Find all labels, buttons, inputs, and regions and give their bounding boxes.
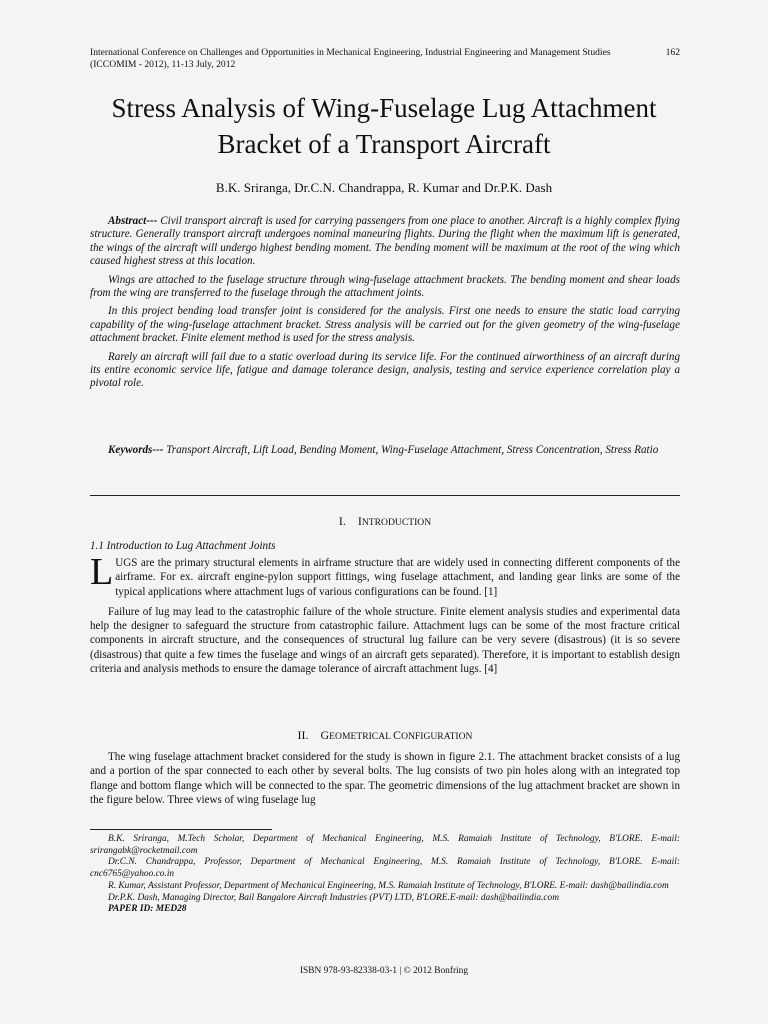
footnote-author-3: R. Kumar, Assistant Professor, Department of Mechanical Engineering, M.S. Ramaiah Institute of Technology, B'LORE. E-mail: dash@bailindia.com [108,880,669,891]
keywords [90,444,680,457]
keywords-text: Transport Aircraft, Lift Load, Bending Moment, Wing-Fuselage Attachment, Stress Concentration, Stress Ratio [166,444,659,456]
abstract-text-1: Civil transport aircraft is used for carrying passengers from one place to another. Aircraft is a highly complex flying structure. Generally transport aircraft undergoes nominal maneuring flights. During the flight when the maximum lift is generated, the wings of the aircraft will undergo highest bending moment. The bending moment will be maximum at the root of the wing which caused highest stress at this location. [90,215,680,268]
footnote-author-2: Dr.C.N. Chandrappa, Professor, Department of Mechanical Engineering, M.S. Ramaiah Institute of Technology, B'LORE. E-mail: cnc6765@yahoo.co.in [90,857,680,880]
abstract-paragraph-3: In this project bending load transfer joint is considered for the analysis. First one needs to ensure the static load carrying capability of the wing-fuselage attachment bracket. Stress analysis will be carried out for the given geometry of the wing-fuselage attachment bracket. Finite element method is used for the stress analysis. [90,305,680,345]
intro-paragraph-2: Failure of lug may lead to the catastrophic failure of the whole structure. Finite element analysis studies and experimental data help the designer to safeguard the structure from catastrophic failure. Attachment lugs can be some of the most fracture critical components in aircraft structure, and the consequences of structural lug failure can be very severe (disastrous) (it is so severe (disastrous) that quite a few times the fuselage and wings of an aircraft gets separated). Therefore, it is important to establish design criteria and analysis methods to ensure the damage tolerance of aircraft attachment lugs. [4] [90,605,680,676]
section-title-rest-2: ONFIGURATION [401,731,473,742]
section-initial-2: C [393,728,402,742]
title-line-1: Stress Analysis of Wing-Fuselage Lug Attachment [111,93,657,123]
running-header [90,47,680,71]
abstract [90,215,680,396]
page-number: 162 [665,47,680,58]
footnote-author-1: B.K. Sriranga, M.Tech Scholar, Department of Mechanical Engineering, M.S. Ramaiah Institute of Technology, B'LORE. E-mail: srirangabk@rocketmail.com [90,834,680,856]
abstract-lead: Abstract--- [108,215,158,227]
introduction-body [90,551,680,682]
header-conference-line: International Conference on Challenges and Opportunities in Mechanical Engineering, Industrial Engineering and Management Studies [90,47,611,58]
abstract-paragraph-2: Wings are attached to the fuselage structure through wing-fuselage attachment brackets. The bending moment and shear loads from the wing are transferred to the fuselage through the attachment joints. [90,273,680,300]
section-initial-1: G [320,728,330,742]
footnote-author-4: Dr.P.K. Dash, Managing Director, Bail Bangalore Aircraft Industries (PVT) LTD, B'LORE.E-mail: dash@bailindia.com [108,892,559,903]
geometry-body [90,750,680,813]
separator-rule [90,495,680,496]
footnotes [90,834,680,916]
title-line-2: Bracket of a Transport Aircraft [217,129,551,159]
section-initial: I [357,514,362,528]
abstract-paragraph-1 [90,215,680,269]
footnote-rule [90,829,272,830]
section-heading-geometry [90,728,680,743]
section-title-rest: NTRODUCTION [361,517,432,528]
paper-title [40,90,728,162]
section-title-rest-1: EOMETRICAL [329,731,394,742]
section-number: I. [338,514,346,528]
intro-text-1: UGS are the primary structural elements in airframe structure that are widely used in connecting different components of the airframe. For ex. aircraft engine-pylon support fittings, wing fuselage attachment, and landing gear links are some of the typical applications where attachment lugs of various configurations can be found. [1] [115,557,680,598]
drop-cap: L [90,551,114,593]
keywords-lead: Keywords--- [108,444,164,456]
isbn-footer: ISBN 978-93-82338-03-1 | © 2012 Bonfring [299,966,469,976]
geometry-paragraph-1: The wing fuselage attachment bracket considered for the study is shown in figure 2.1. The attachment bracket consists of a lug and a portion of the spar connected to each other by several bolts. The lug consists of two pin holes along with an integrated top flange and bottom flange which will be connected to the spar. The geometric dimensions of the lug attachment bracket are shown in the figure below. Three views of wing fuselage lug [90,751,680,806]
section-heading-introduction [90,514,680,529]
author-list: B.K. Sriranga, Dr.C.N. Chandrappa, R. Kumar and Dr.P.K. Dash [215,180,553,195]
header-date-line: (ICCOMIM - 2012), 11-13 July, 2012 [90,59,236,70]
abstract-paragraph-4: Rarely an aircraft will fail due to a static overload during its service life. For the continued airworthiness of an aircraft during its entire economic service life, fatigue and damage tolerance design, analysis, testing and service experience correlation play a pivotal role. [90,350,680,390]
subsection-heading: 1.1 Introduction to Lug Attachment Joints [90,540,276,552]
intro-paragraph-1 [90,551,680,599]
paper-id: PAPER ID: MED28 [108,904,187,915]
section-number: II. [297,728,309,742]
